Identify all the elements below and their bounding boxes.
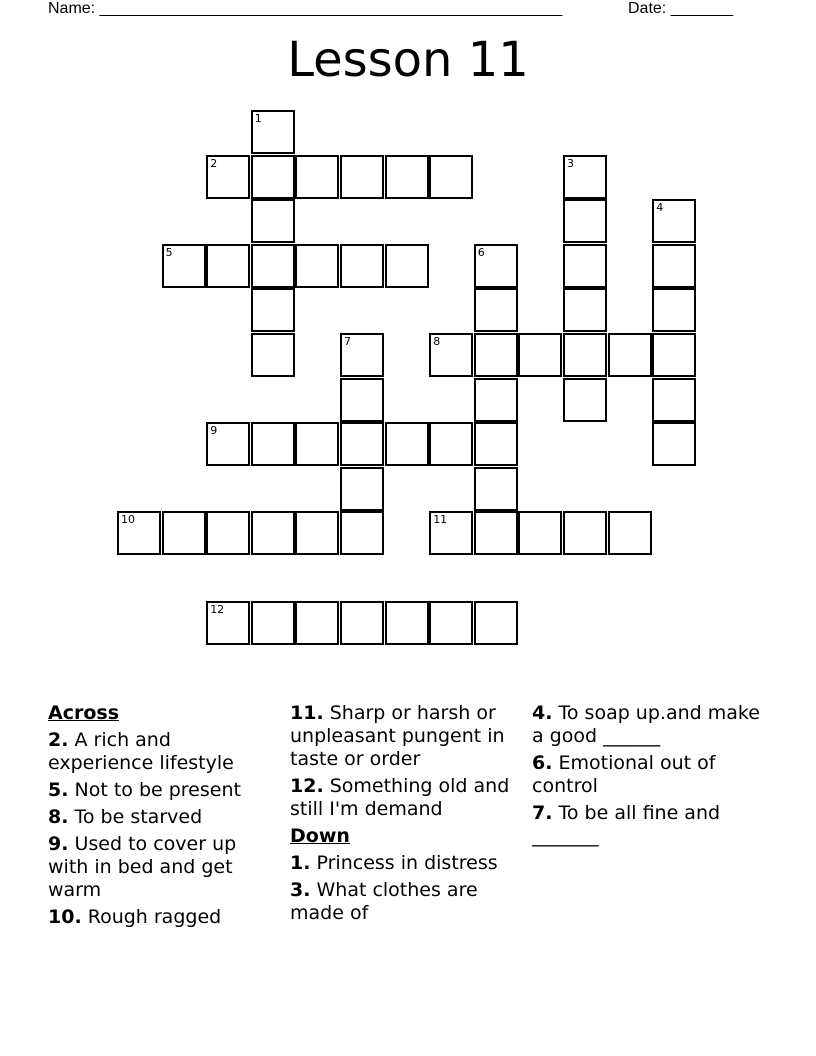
clue-across-9: 9. Used to cover up with in bed and get warm: [48, 833, 237, 901]
across-heading: Across: [48, 702, 120, 724]
grid-cell[interactable]: [518, 511, 562, 555]
clue-number: 10: [121, 513, 135, 527]
grid-cell[interactable]: [117, 511, 161, 555]
clues-column-2: [290, 702, 520, 929]
grid-cell[interactable]: [340, 601, 384, 645]
grid-cell[interactable]: [652, 333, 696, 377]
grid-cell[interactable]: [340, 244, 384, 288]
grid-cell[interactable]: [563, 333, 607, 377]
page-title: Lesson 11: [287, 32, 529, 88]
grid-cell[interactable]: [429, 155, 473, 199]
clue-down-1: 1. Princess in distress: [290, 852, 498, 874]
grid-cell[interactable]: [251, 601, 295, 645]
clue-across-11: 11. Sharp or harsh or unpleasant pungent in taste or order: [290, 702, 505, 770]
clue-down-7: 7. To be all fine and _______: [532, 802, 721, 847]
grid-cell[interactable]: [474, 333, 518, 377]
grid-cell[interactable]: [295, 422, 339, 466]
clue-number: 5: [165, 245, 173, 259]
grid-cell[interactable]: [206, 422, 250, 466]
grid-cell[interactable]: [608, 511, 652, 555]
clue-across-12: 12. Something old and still I'm demand: [290, 775, 510, 820]
clues-column-1: [48, 702, 278, 933]
grid-cell[interactable]: [251, 110, 295, 154]
grid-cell[interactable]: [518, 333, 562, 377]
grid-cell[interactable]: [608, 333, 652, 377]
grid-cell[interactable]: [206, 155, 250, 199]
grid-cell[interactable]: [340, 333, 384, 377]
clue-number: 3: [567, 156, 574, 170]
grid-cell[interactable]: [206, 244, 250, 288]
clue-number: 9: [210, 424, 218, 438]
clue-number: 8: [433, 335, 441, 348]
clue-down-3: 3. What clothes are made of: [290, 879, 478, 924]
grid-cell[interactable]: [429, 333, 473, 377]
grid-cell[interactable]: [652, 199, 696, 243]
grid-cell[interactable]: [563, 288, 607, 332]
grid-cell[interactable]: [563, 244, 607, 288]
grid-cell[interactable]: [340, 467, 384, 511]
grid-cell[interactable]: [340, 155, 384, 199]
clue-down-4: 4. To soap up.and make a good ______: [532, 702, 760, 747]
grid-cell[interactable]: [652, 288, 696, 332]
grid-cell[interactable]: [474, 511, 518, 555]
clue-down-6: 6. Emotional out of control: [532, 752, 716, 797]
grid-cell[interactable]: [385, 244, 429, 288]
grid-cell[interactable]: [385, 155, 429, 199]
grid-cell[interactable]: [251, 155, 295, 199]
clue-across-10: 10. Rough ragged: [48, 906, 222, 928]
grid-cell[interactable]: [251, 511, 295, 555]
clue-number: 11: [433, 513, 448, 527]
grid-cell[interactable]: [563, 511, 607, 555]
grid-cell[interactable]: [652, 244, 696, 288]
grid-cell[interactable]: [652, 378, 696, 422]
grid-cell[interactable]: [251, 244, 295, 288]
grid-cell[interactable]: [340, 511, 384, 555]
clues-column-3: [532, 702, 762, 852]
grid-cell[interactable]: [652, 422, 696, 466]
clue-across-5: 5. Not to be present: [48, 779, 241, 801]
grid-cell[interactable]: [340, 422, 384, 466]
grid-cell[interactable]: [429, 422, 473, 466]
grid-cell[interactable]: [162, 244, 206, 288]
clue-number: 2: [210, 156, 218, 170]
grid-cell[interactable]: [295, 601, 339, 645]
grid-cell[interactable]: [295, 155, 339, 199]
grid-cell[interactable]: [429, 511, 473, 555]
clue-number: 4: [656, 201, 664, 215]
clue-across-2: 2. A rich and experience lifestyle: [48, 729, 234, 774]
grid-cell[interactable]: [251, 422, 295, 466]
grid-cell[interactable]: [563, 199, 607, 243]
grid-cell[interactable]: [162, 511, 206, 555]
grid-cell[interactable]: [474, 288, 518, 332]
grid-cell[interactable]: [251, 288, 295, 332]
grid-cell[interactable]: [474, 422, 518, 466]
clue-number: 12: [210, 602, 225, 616]
grid-cell[interactable]: [206, 601, 250, 645]
grid-cell[interactable]: [474, 467, 518, 511]
grid-cell[interactable]: [563, 155, 607, 199]
down-heading: Down: [290, 825, 350, 847]
grid-cell[interactable]: [563, 378, 607, 422]
grid-cell[interactable]: [429, 601, 473, 645]
grid-cell[interactable]: [385, 601, 429, 645]
grid-cell[interactable]: [295, 244, 339, 288]
grid-cell[interactable]: [206, 511, 250, 555]
grid-cell[interactable]: [474, 601, 518, 645]
grid-cell[interactable]: [251, 333, 295, 377]
grid-cell[interactable]: [474, 244, 518, 288]
clue-number: 1: [254, 112, 262, 125]
name-field[interactable]: Name: ____________________________________________________: [48, 0, 563, 17]
grid-cell[interactable]: [385, 422, 429, 466]
clue-across-8: 8. To be starved: [48, 806, 203, 828]
grid-cell[interactable]: [295, 511, 339, 555]
date-field[interactable]: Date: _______: [628, 0, 733, 17]
grid-cell[interactable]: [340, 378, 384, 422]
clue-number: 7: [344, 335, 351, 348]
clue-number: 6: [477, 245, 485, 259]
grid-cell[interactable]: [251, 199, 295, 243]
grid-cell[interactable]: [474, 378, 518, 422]
